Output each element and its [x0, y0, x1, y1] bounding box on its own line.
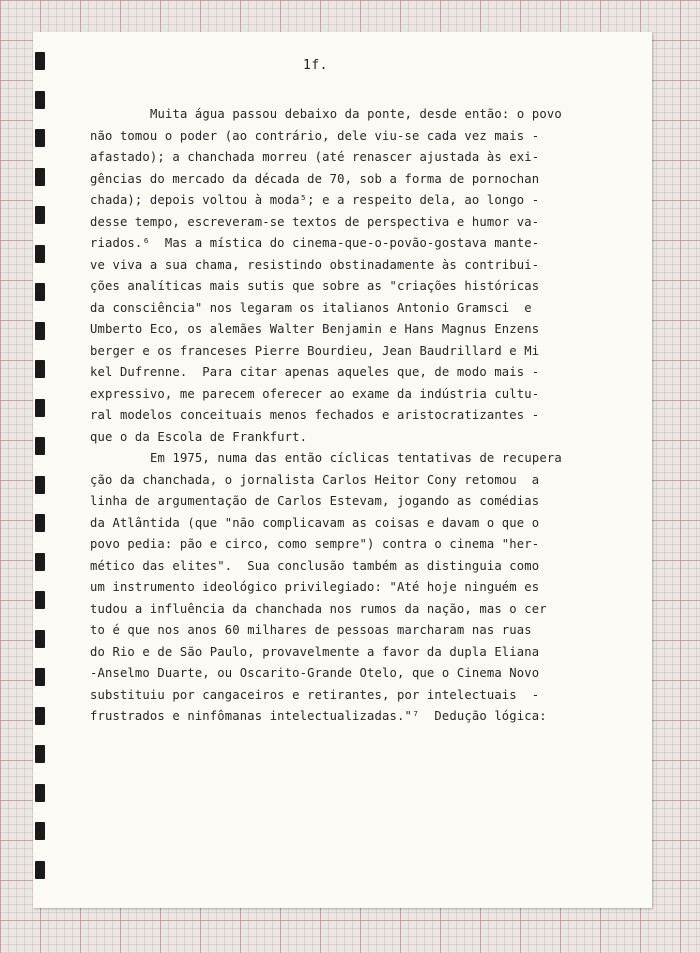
text-line: kel Dufrenne. Para citar apenas aqueles que, de modo mais - [90, 365, 540, 379]
text-line: substituiu por cangaceiros e retirantes, por intelectuais - [90, 687, 540, 702]
binding-hole [35, 476, 45, 494]
text-line: um instrumento ideológico privilegiado: "Até hoje ninguém es [90, 580, 540, 594]
text-line: Em 1975, numa das então cíclicas tentativas de recupera [150, 451, 562, 465]
binding-hole [35, 745, 45, 763]
binding-hole [35, 630, 45, 648]
text-line: ral modelos conceituais menos fechados e aristocratizantes - [90, 408, 540, 422]
text-line: ções analíticas mais sutis que sobre as "criações históricas [90, 279, 540, 293]
text-line: gências do mercado da década de 70, sob a forma de pornochan [90, 171, 540, 186]
binding-hole [35, 52, 45, 70]
binding-hole [35, 707, 45, 725]
typewritten-page [33, 32, 652, 908]
text-line: chada); depois voltou à moda⁵; e a respeito dela, ao longo - [90, 193, 540, 207]
text-line: expressivo, me parecem oferecer ao exame da indústria cultu- [90, 386, 540, 401]
text-line: da consciência" nos legaram os italianos Antonio Gramsci e [90, 300, 532, 315]
text-line: do Rio e de São Paulo, provavelmente a favor da dupla Eliana [90, 644, 540, 659]
page-number: 1f. [303, 58, 328, 73]
binding-hole [35, 822, 45, 840]
text-line: riados.⁶ Mas a mística do cinema-que-o-povão-gostava mante- [90, 236, 540, 250]
binding-hole [35, 861, 45, 879]
text-line: berger e os franceses Pierre Bourdieu, Jean Baudrillard e Mi [90, 343, 540, 358]
text-line: frustrados e ninfômanas intelectualizadas."⁷ Dedução lógica: [90, 709, 547, 723]
binding-hole [35, 784, 45, 802]
binding-hole [35, 283, 45, 301]
text-line: Umberto Eco, os alemães Walter Benjamin e Hans Magnus Enzens [90, 322, 540, 336]
text-line: tudou a influência da chanchada nos rumos da nação, mas o cer [90, 601, 547, 616]
binding-hole [35, 245, 45, 263]
binding-hole [35, 168, 45, 186]
text-line: Muita água passou debaixo da ponte, desde então: o povo [150, 107, 562, 121]
text-line: da Atlântida (que "não complicavam as coisas e davam o que o [90, 515, 540, 530]
paragraph-2 [90, 448, 630, 728]
binding-hole [35, 514, 45, 532]
body-text [90, 104, 630, 728]
binding-hole [35, 91, 45, 109]
text-line: desse tempo, escreveram-se textos de perspectiva e humor va- [90, 214, 540, 229]
binding-hole [35, 206, 45, 224]
text-line: povo pedia: pão e circo, como sempre") contra o cinema "her- [90, 537, 540, 551]
text-line: -Anselmo Duarte, ou Oscarito-Grande Otelo, que o Cinema Novo [90, 666, 540, 680]
text-line: linha de argumentação de Carlos Estevam, jogando as comédias [90, 494, 540, 508]
text-line: to é que nos anos 60 milhares de pessoas marcharam nas ruas [90, 623, 532, 637]
binding-hole [35, 360, 45, 378]
paragraph-1 [90, 104, 630, 448]
binding-hole [35, 129, 45, 147]
text-line: não tomou o poder (ao contrário, dele viu-se cada vez mais - [90, 128, 540, 143]
binding-hole [35, 668, 45, 686]
text-line: ção da chanchada, o jornalista Carlos Heitor Cony retomou a [90, 472, 540, 487]
binding-hole [35, 437, 45, 455]
text-line: que o da Escola de Frankfurt. [90, 429, 308, 444]
text-line: ve viva a sua chama, resistindo obstinadamente às contribui- [90, 257, 540, 272]
spiral-binding-holes [33, 52, 47, 892]
text-line: afastado); a chanchada morreu (até renascer ajustada às exi- [90, 150, 540, 164]
text-line: mético das elites". Sua conclusão também as distinguia como [90, 558, 540, 573]
binding-hole [35, 322, 45, 340]
binding-hole [35, 553, 45, 571]
binding-hole [35, 399, 45, 417]
binding-hole [35, 591, 45, 609]
